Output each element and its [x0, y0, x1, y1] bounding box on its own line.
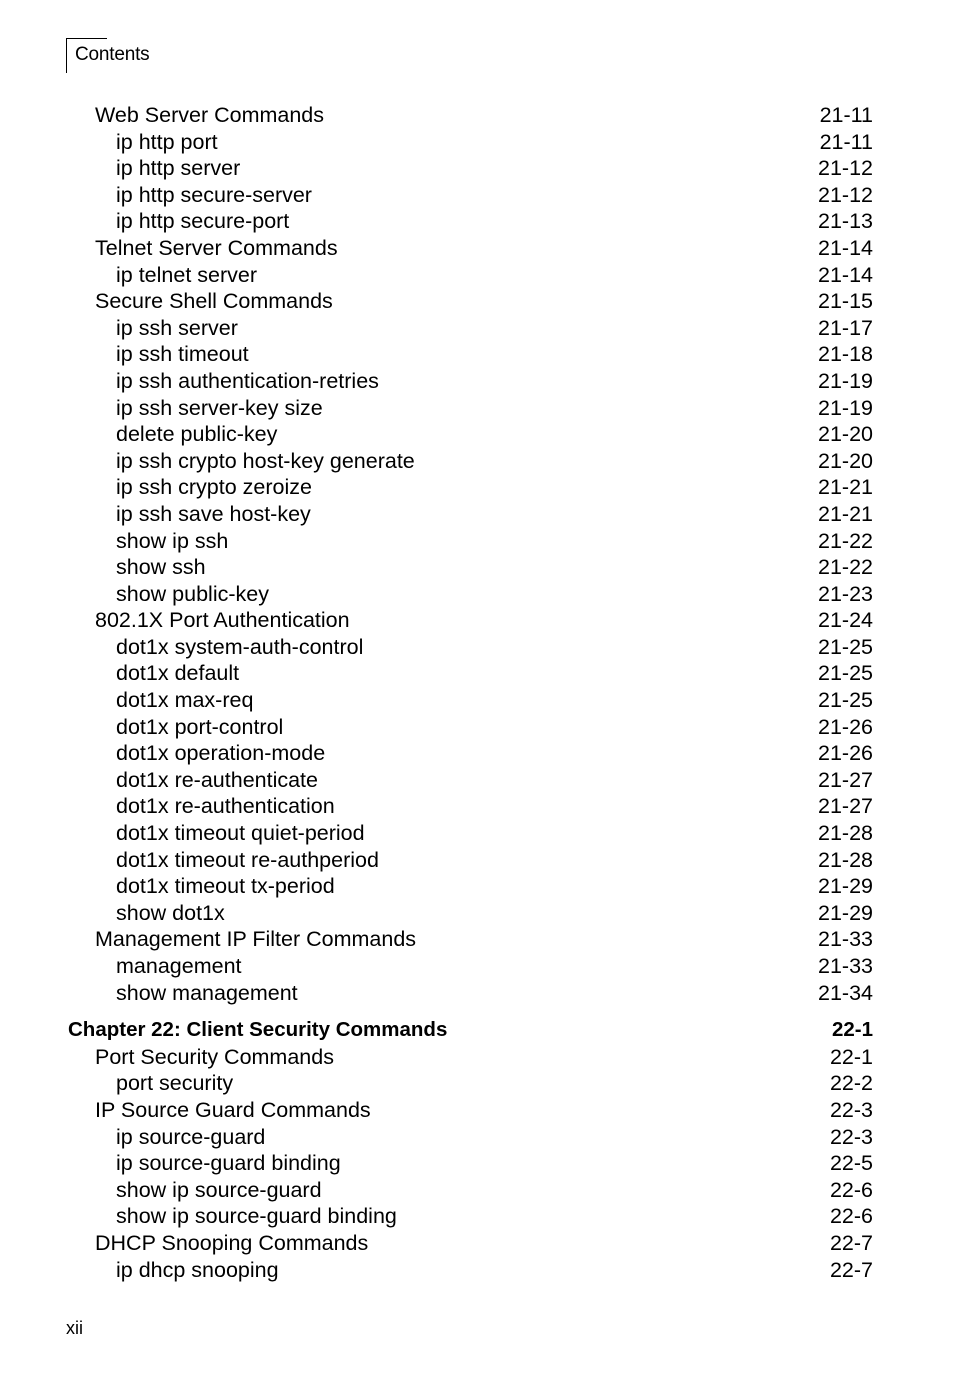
toc-entry-page: 21-25 [818, 661, 873, 686]
toc-entry-page: 21-33 [818, 927, 873, 952]
toc-entry-page: 21-29 [818, 874, 873, 899]
toc-entry-title: dot1x re-authenticate [116, 767, 318, 792]
toc-entry-title: show ip ssh [116, 528, 229, 553]
toc-entry[interactable] [0, 421, 954, 448]
toc-entry-page: 21-21 [818, 475, 873, 500]
toc-entry[interactable] [0, 1097, 954, 1124]
toc-entry-title: delete public-key [116, 422, 278, 447]
toc-entry-title: 802.1X Port Authentication [95, 608, 350, 633]
toc-entry[interactable] [0, 714, 954, 741]
toc-entry-page: 21-29 [818, 900, 873, 925]
toc-entry-page: 22-3 [829, 1097, 873, 1122]
toc-entry-page: 21-11 [819, 103, 873, 127]
toc-entry-page: 21-21 [818, 501, 873, 526]
toc-entry-title: ip ssh server-key size [116, 395, 323, 420]
toc-entry-title: Port Security Commands [95, 1044, 334, 1069]
toc-entry[interactable] [0, 1230, 954, 1257]
toc-entry[interactable] [0, 315, 954, 342]
toc-entry[interactable] [0, 873, 954, 900]
toc-entry-title: show ip source-guard binding [116, 1204, 397, 1229]
toc-entry-title: show ip source-guard [116, 1177, 322, 1202]
toc-entry-title: dot1x timeout re-authperiod [116, 847, 379, 872]
toc-entry[interactable] [0, 102, 954, 129]
toc-entry-title: dot1x timeout tx-period [116, 874, 335, 899]
toc-entry-page: 21-28 [818, 821, 873, 846]
toc-entry[interactable] [0, 900, 954, 927]
toc-entry-page: 21-17 [818, 315, 873, 340]
toc-entry-title: ip ssh crypto host-key generate [116, 448, 415, 473]
toc-entry[interactable] [0, 767, 954, 794]
toc-entry[interactable] [0, 793, 954, 820]
toc-entry[interactable] [0, 1203, 954, 1230]
toc-entry-page: 21-22 [818, 555, 873, 580]
toc-entry[interactable] [0, 634, 954, 661]
toc-entry-page: 21-26 [818, 741, 873, 766]
toc-entry-title: dot1x operation-mode [116, 741, 326, 766]
toc-entry-title: ip ssh authentication-retries [116, 368, 379, 393]
toc-entry-page: 21-11 [819, 129, 873, 154]
toc-entry-page: 21-19 [818, 368, 873, 393]
toc-entry[interactable] [0, 395, 954, 422]
toc-entry-page: 22-2 [829, 1071, 873, 1096]
toc-entry[interactable] [0, 341, 954, 368]
toc-entry-title: Secure Shell Commands [95, 289, 333, 314]
toc-entry[interactable] [0, 262, 954, 289]
toc-entry[interactable] [0, 1177, 954, 1204]
toc-entry[interactable] [0, 607, 954, 634]
toc-entry[interactable] [0, 980, 954, 1007]
table-of-contents [0, 102, 954, 1283]
toc-entry-title: Web Server Commands [95, 103, 325, 127]
toc-entry-page: 21-34 [818, 980, 873, 1005]
toc-entry-title: ip http secure-server [116, 182, 312, 207]
toc-entry-page: 21-20 [818, 448, 873, 473]
toc-entry-page: 21-14 [818, 235, 873, 260]
toc-entry-page: 21-26 [818, 714, 873, 739]
toc-entry-title: ip source-guard binding [116, 1151, 341, 1176]
toc-entry-title: Management IP Filter Commands [95, 927, 417, 952]
toc-entry-title: show ssh [116, 555, 206, 580]
toc-entry-page: 21-25 [818, 688, 873, 713]
toc-entry-page: 21-19 [818, 395, 873, 420]
toc-entry[interactable] [0, 501, 954, 528]
toc-entry[interactable] [0, 1257, 954, 1284]
toc-entry-page: 22-6 [829, 1204, 873, 1229]
toc-entry-title: ip http port [116, 129, 218, 154]
page-number: xii [66, 1318, 83, 1338]
toc-entry-page: 21-27 [818, 794, 873, 819]
toc-entry-title: ip http secure-port [116, 209, 290, 234]
toc-entry-page: 21-25 [818, 634, 873, 659]
toc-entry-title: Chapter 22: Client Security Commands [68, 1018, 448, 1042]
toc-entry[interactable] [0, 448, 954, 475]
toc-entry-title: DHCP Snooping Commands [95, 1230, 369, 1255]
toc-entry-page: 21-13 [818, 209, 873, 234]
toc-entry-page: 22-3 [829, 1124, 873, 1149]
toc-entry-page: 21-33 [818, 954, 873, 978]
toc-entry-page: 22-7 [829, 1257, 873, 1282]
toc-entry-page: 21-12 [818, 156, 873, 181]
toc-entry[interactable] [0, 528, 954, 555]
toc-entry-page: 21-14 [818, 262, 873, 287]
toc-entry[interactable] [0, 368, 954, 395]
toc-entry[interactable] [0, 235, 954, 262]
toc-entry-title: dot1x system-auth-control [116, 634, 364, 659]
toc-entry[interactable] [0, 155, 954, 182]
toc-entry-title: ip ssh timeout [116, 342, 249, 367]
toc-entry[interactable] [0, 1150, 954, 1177]
toc-entry-page: 21-23 [818, 581, 873, 606]
toc-entry-page: 21-22 [818, 528, 873, 553]
toc-entry-title: port security [116, 1071, 234, 1096]
toc-entry-title: ip http server [116, 156, 241, 181]
toc-entry[interactable] [0, 1070, 954, 1097]
toc-entry[interactable] [0, 474, 954, 501]
toc-entry-page: 21-20 [818, 422, 873, 447]
toc-entry-title: show public-key [116, 581, 269, 606]
toc-entry[interactable] [0, 847, 954, 874]
toc-entry-page: 21-27 [818, 767, 873, 792]
toc-entry-title: show management [116, 980, 298, 1005]
toc-entry-title: dot1x timeout quiet-period [116, 821, 365, 846]
toc-entry[interactable] [0, 129, 954, 156]
toc-entry[interactable] [0, 208, 954, 235]
toc-entry-title: ip ssh save host-key [116, 501, 311, 526]
toc-entry-page: 22-5 [829, 1151, 873, 1176]
toc-entry-page: 22-7 [829, 1230, 873, 1255]
toc-entry-title: IP Source Guard Commands [95, 1097, 371, 1122]
toc-entry-page: 22-1 [831, 1018, 873, 1042]
toc-chapter-entry[interactable] [0, 1017, 954, 1044]
toc-entry[interactable] [0, 740, 954, 767]
toc-entry[interactable] [0, 1044, 954, 1071]
toc-entry-title: dot1x port-control [116, 714, 284, 739]
toc-entry[interactable] [0, 554, 954, 581]
toc-entry-title: management [116, 954, 242, 978]
toc-entry-page: 21-18 [818, 342, 873, 367]
toc-entry-title: ip source-guard [116, 1124, 266, 1149]
toc-entry-page: 21-12 [818, 182, 873, 207]
toc-entry[interactable] [0, 687, 954, 714]
toc-entry[interactable] [0, 953, 954, 980]
toc-entry-page: 22-1 [829, 1044, 873, 1069]
toc-entry[interactable] [0, 182, 954, 209]
toc-entry-title: ip ssh server [116, 315, 238, 340]
toc-entry-title: dot1x re-authentication [116, 794, 335, 819]
toc-entry-title: dot1x max-req [116, 688, 254, 713]
toc-entry[interactable] [0, 1124, 954, 1151]
toc-entry-title: ip dhcp snooping [116, 1257, 279, 1282]
toc-entry[interactable] [0, 820, 954, 847]
toc-entry[interactable] [0, 926, 954, 953]
toc-entry-title: ip telnet server [116, 262, 258, 287]
toc-entry-page: 21-15 [818, 289, 873, 314]
toc-entry-title: dot1x default [116, 661, 240, 686]
toc-entry[interactable] [0, 288, 954, 315]
toc-entry-title: show dot1x [116, 900, 225, 925]
toc-entry-title: ip ssh crypto zeroize [116, 475, 312, 500]
running-header: Contents [75, 44, 150, 65]
toc-entry-title: Telnet Server Commands [95, 235, 338, 260]
toc-entry-page: 21-24 [818, 608, 873, 633]
toc-entry[interactable] [0, 581, 954, 608]
toc-entry-page: 22-6 [829, 1177, 873, 1202]
toc-entry-page: 21-28 [818, 847, 873, 872]
toc-entry[interactable] [0, 660, 954, 687]
